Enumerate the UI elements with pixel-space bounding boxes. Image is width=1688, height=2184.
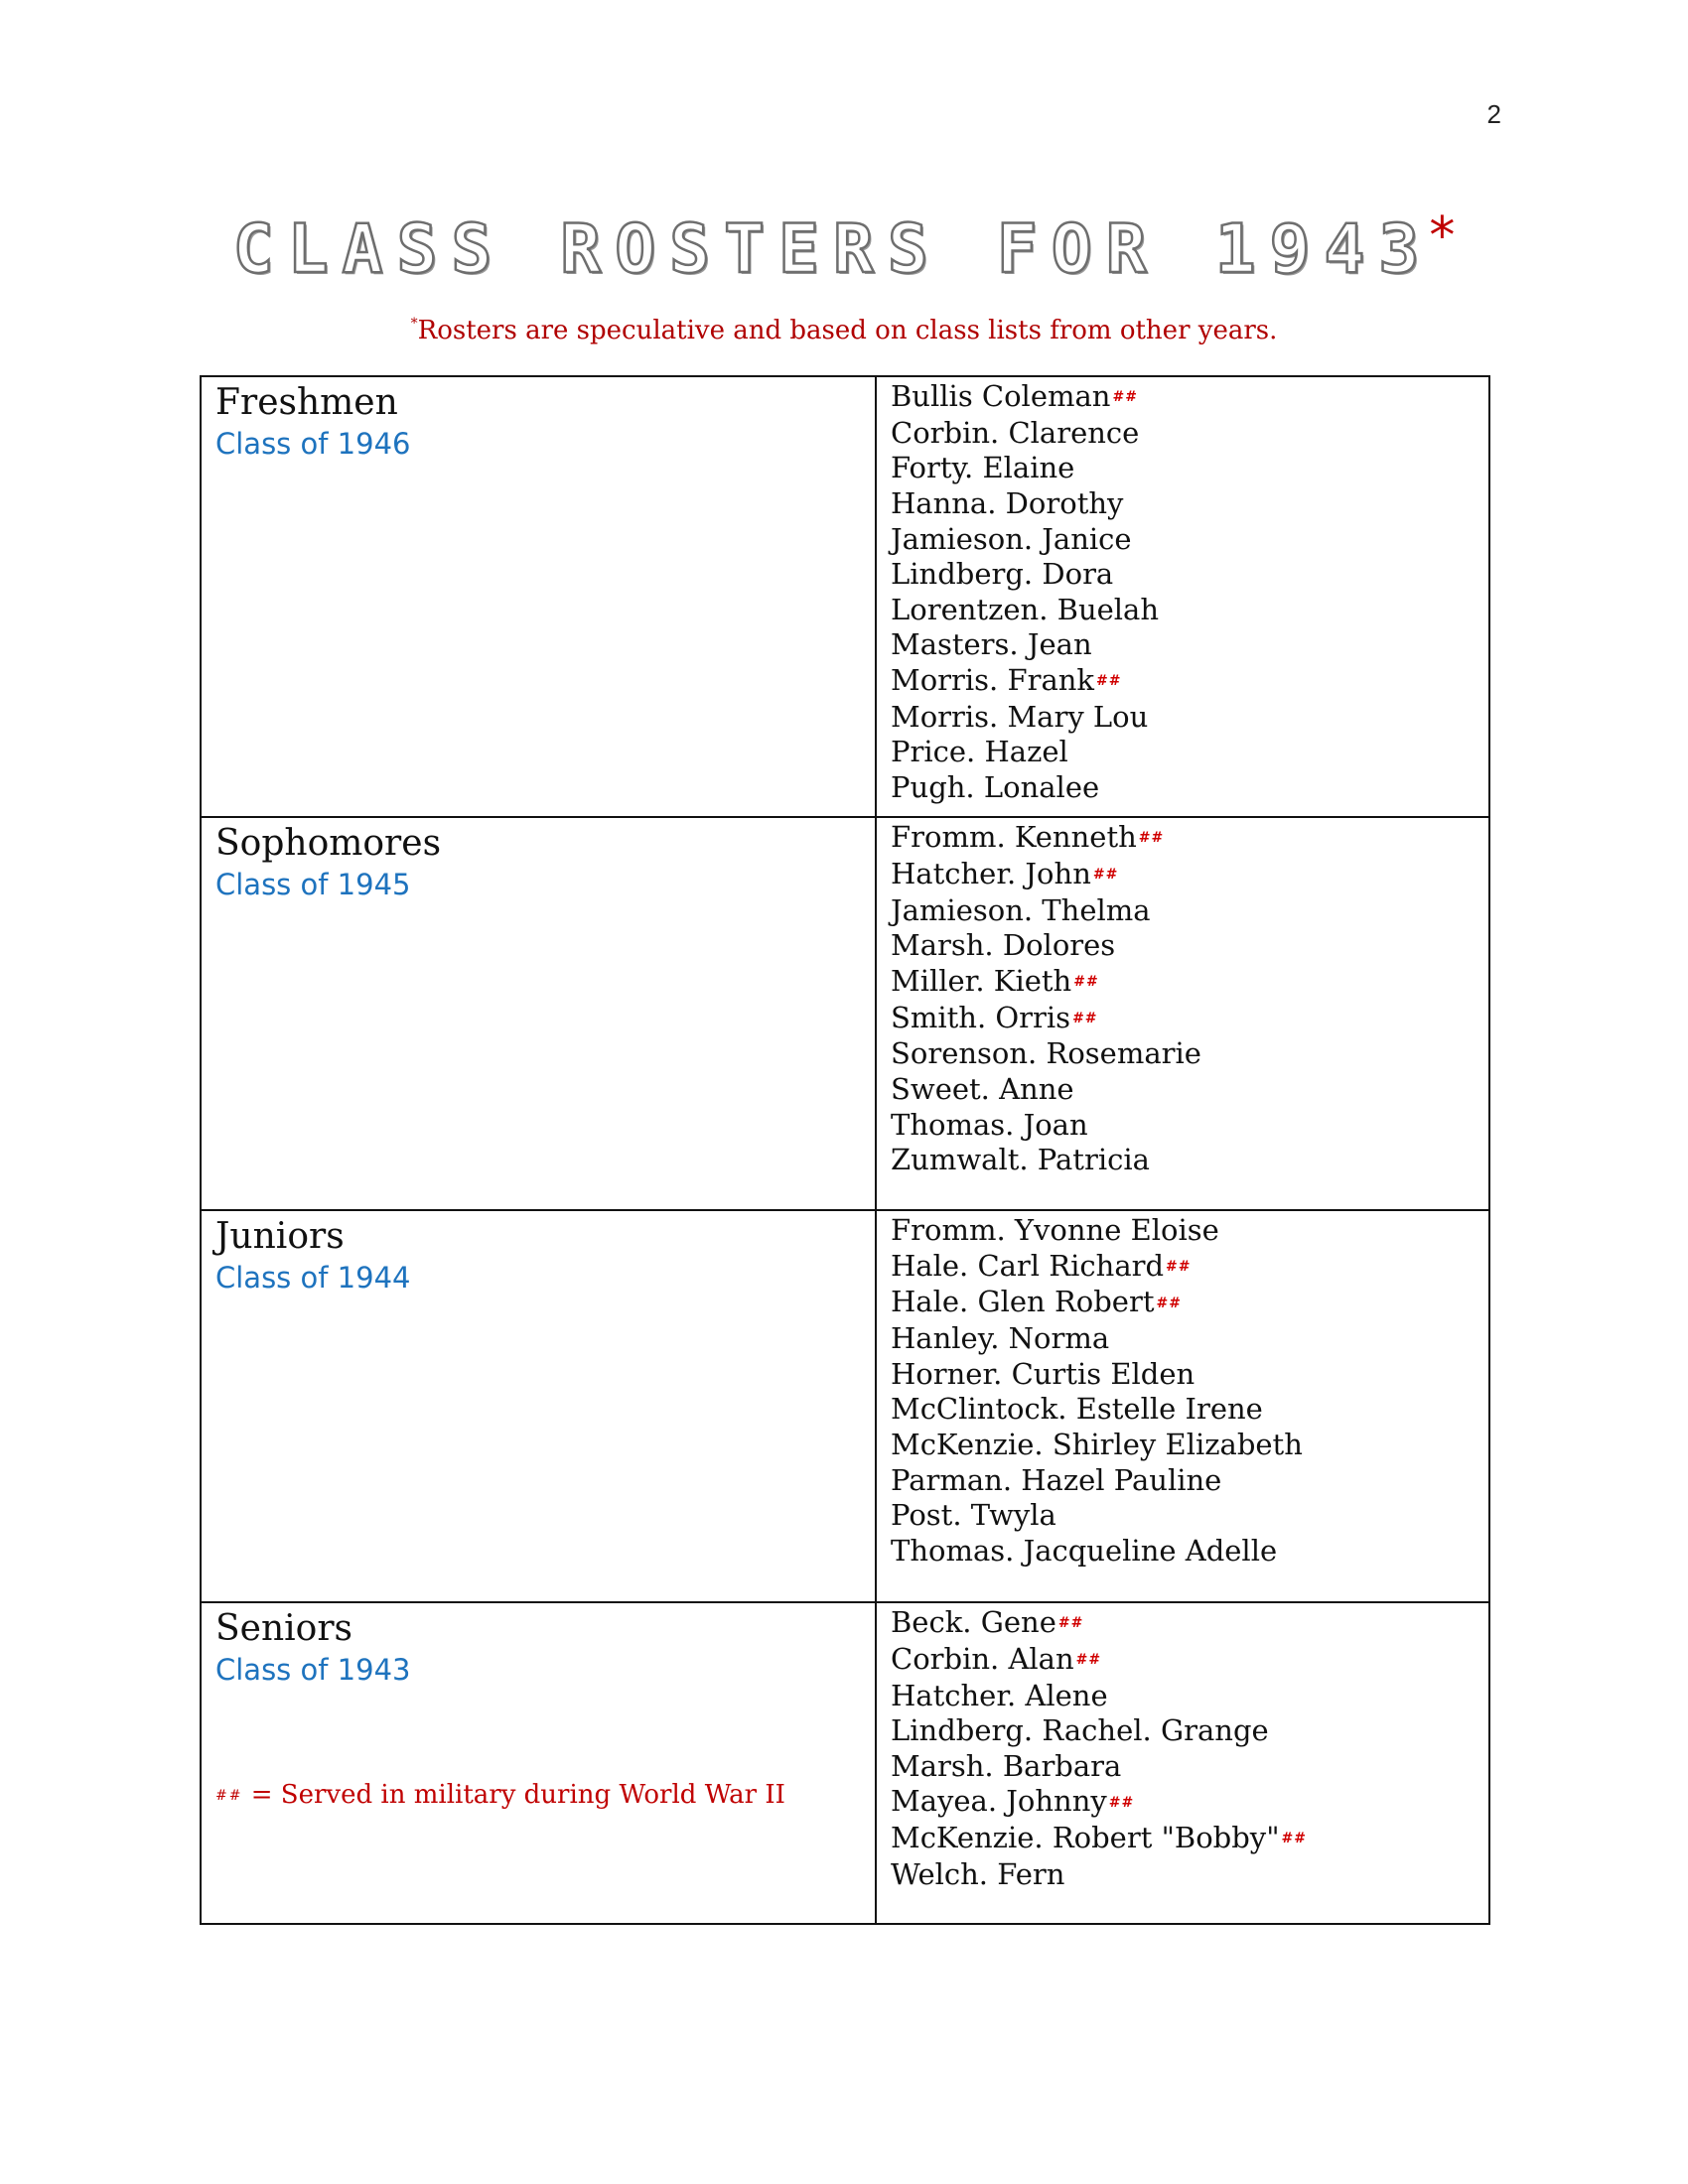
student-list-cell bbox=[876, 1602, 1489, 1924]
student-entry bbox=[891, 1249, 1475, 1286]
class-info-cell bbox=[201, 1602, 876, 1924]
class-info-cell bbox=[201, 1210, 876, 1602]
student-entry bbox=[891, 964, 1475, 1001]
military-legend bbox=[215, 1780, 861, 1810]
student-name: Pugh. Lonalee bbox=[891, 769, 1100, 804]
military-service-mark: ## bbox=[1075, 1652, 1102, 1668]
student-name: Horner. Curtis Elden bbox=[891, 1356, 1196, 1391]
student-entry bbox=[891, 593, 1475, 628]
student-name: Forty. Elaine bbox=[891, 451, 1075, 485]
student-list-cell bbox=[876, 376, 1489, 817]
student-entry bbox=[891, 770, 1475, 806]
student-entry bbox=[891, 1784, 1475, 1821]
student-entry bbox=[891, 557, 1475, 593]
student-name: Sorenson. Rosemarie bbox=[891, 1036, 1201, 1071]
student-entry bbox=[891, 379, 1475, 416]
student-name: McClintock. Estelle Irene bbox=[891, 1392, 1263, 1427]
student-list bbox=[891, 377, 1475, 806]
roster-table-body bbox=[201, 376, 1489, 1924]
student-name: Thomas. Joan bbox=[891, 1107, 1088, 1142]
military-service-mark: ## bbox=[1112, 389, 1138, 406]
class-name: Juniors bbox=[215, 1216, 345, 1257]
military-service-mark: ## bbox=[1096, 673, 1122, 690]
student-name: McKenzie. Robert "Bobby" bbox=[891, 1821, 1280, 1855]
student-name: Thomas. Jacqueline Adelle bbox=[891, 1533, 1278, 1568]
student-name: Sweet. Anne bbox=[891, 1071, 1074, 1106]
class-info-cell bbox=[201, 376, 876, 817]
student-entry bbox=[891, 1749, 1475, 1785]
student-entry bbox=[891, 1498, 1475, 1534]
student-name: Fromm. Yvonne Eloise bbox=[891, 1213, 1219, 1247]
student-entry bbox=[891, 1001, 1475, 1037]
student-list bbox=[891, 818, 1475, 1178]
class-name: Freshmen bbox=[215, 382, 398, 423]
military-service-mark: ## bbox=[1166, 1258, 1192, 1275]
student-name: Marsh. Dolores bbox=[891, 928, 1116, 963]
student-name: Smith. Orris bbox=[891, 1000, 1071, 1034]
roster-row bbox=[201, 1602, 1489, 1924]
student-entry bbox=[891, 1642, 1475, 1679]
student-entry bbox=[891, 522, 1475, 558]
student-name: Parman. Hazel Pauline bbox=[891, 1462, 1222, 1497]
student-name: Jamieson. Janice bbox=[891, 521, 1132, 556]
student-entry bbox=[891, 416, 1475, 452]
class-name: Sophomores bbox=[215, 823, 442, 864]
student-name: Jamieson. Thelma bbox=[891, 892, 1151, 927]
class-info-cell bbox=[201, 817, 876, 1210]
roster-table bbox=[200, 375, 1490, 1925]
class-year: Class of 1946 bbox=[215, 427, 411, 461]
student-name: Price. Hazel bbox=[891, 735, 1068, 769]
student-entry bbox=[891, 1143, 1475, 1178]
student-name: Marsh. Barbara bbox=[891, 1748, 1122, 1783]
student-entry bbox=[891, 857, 1475, 893]
student-name: Hanley. Norma bbox=[891, 1321, 1110, 1356]
student-name: Hatcher. John bbox=[891, 856, 1091, 890]
student-name: Zumwalt. Patricia bbox=[891, 1143, 1150, 1177]
student-entry bbox=[891, 700, 1475, 736]
student-name: Hanna. Dorothy bbox=[891, 485, 1124, 520]
page-title-block bbox=[0, 206, 1688, 289]
student-name: Lindberg. Rachel. Grange bbox=[891, 1713, 1269, 1748]
student-entry bbox=[891, 1392, 1475, 1428]
student-entry bbox=[891, 1679, 1475, 1714]
student-entry bbox=[891, 1072, 1475, 1108]
student-name: Corbin. Alan bbox=[891, 1641, 1074, 1676]
military-service-mark: ## bbox=[1092, 867, 1119, 883]
student-name: Welch. Fern bbox=[891, 1856, 1065, 1891]
student-name: Miller. Kieth bbox=[891, 963, 1072, 998]
student-entry bbox=[891, 1534, 1475, 1570]
student-name: Beck. Gene bbox=[891, 1605, 1056, 1639]
student-entry bbox=[891, 1821, 1475, 1857]
student-name: Hale. Glen Robert bbox=[891, 1285, 1155, 1319]
roster-row bbox=[201, 376, 1489, 817]
student-entry bbox=[891, 928, 1475, 964]
class-name: Seniors bbox=[215, 1608, 353, 1649]
subtitle-asterisk: * bbox=[410, 316, 418, 332]
legend-mark: ## bbox=[215, 1788, 243, 1804]
student-entry bbox=[891, 1713, 1475, 1749]
title-asterisk: * bbox=[1429, 206, 1456, 266]
roster-row bbox=[201, 1210, 1489, 1602]
page-title: CLASS ROSTERS FOR 1943 bbox=[232, 210, 1434, 289]
class-year: Class of 1944 bbox=[215, 1261, 411, 1295]
page-subtitle-block bbox=[0, 316, 1688, 345]
class-year: Class of 1943 bbox=[215, 1653, 411, 1687]
student-name: Hatcher. Alene bbox=[891, 1678, 1108, 1712]
roster-row bbox=[201, 817, 1489, 1210]
student-name: Lindberg. Dora bbox=[891, 557, 1114, 592]
student-entry bbox=[891, 1357, 1475, 1393]
student-entry bbox=[891, 820, 1475, 857]
military-service-mark: ## bbox=[1072, 1010, 1098, 1026]
student-entry bbox=[891, 1463, 1475, 1499]
student-name: Mayea. Johnny bbox=[891, 1784, 1107, 1819]
student-entry bbox=[891, 1857, 1475, 1893]
student-name: Fromm. Kenneth bbox=[891, 820, 1137, 854]
student-list bbox=[891, 1603, 1475, 1893]
student-entry bbox=[891, 1285, 1475, 1321]
student-name: Hale. Carl Richard bbox=[891, 1248, 1165, 1283]
student-entry bbox=[891, 1108, 1475, 1144]
student-name: Corbin. Clarence bbox=[891, 415, 1140, 450]
student-entry bbox=[891, 1605, 1475, 1642]
student-entry bbox=[891, 486, 1475, 522]
military-service-mark: ## bbox=[1281, 1831, 1307, 1847]
student-entry bbox=[891, 735, 1475, 770]
legend-text: = Served in military during World War II bbox=[250, 1780, 785, 1810]
student-name: Morris. Mary Lou bbox=[891, 699, 1149, 734]
student-name: Morris. Frank bbox=[891, 662, 1094, 697]
student-name: Masters. Jean bbox=[891, 627, 1092, 662]
student-name: McKenzie. Shirley Elizabeth bbox=[891, 1427, 1303, 1461]
student-list bbox=[891, 1211, 1475, 1569]
student-entry bbox=[891, 1428, 1475, 1463]
student-entry bbox=[891, 663, 1475, 700]
student-entry bbox=[891, 1213, 1475, 1249]
page-subtitle: Rosters are speculative and based on class lists from other years. bbox=[417, 316, 1278, 345]
student-list-cell bbox=[876, 817, 1489, 1210]
military-service-mark: ## bbox=[1073, 973, 1099, 990]
class-year: Class of 1945 bbox=[215, 868, 411, 901]
student-entry bbox=[891, 627, 1475, 663]
student-list-cell bbox=[876, 1210, 1489, 1602]
student-name: Post. Twyla bbox=[891, 1498, 1056, 1533]
page-number: 2 bbox=[1486, 99, 1501, 129]
military-service-mark: ## bbox=[1108, 1794, 1135, 1811]
military-service-mark: ## bbox=[1138, 830, 1165, 847]
student-name: Bullis Coleman bbox=[891, 379, 1111, 413]
student-entry bbox=[891, 451, 1475, 486]
student-entry bbox=[891, 1321, 1475, 1357]
student-name: Lorentzen. Buelah bbox=[891, 592, 1160, 626]
student-entry bbox=[891, 893, 1475, 929]
military-service-mark: ## bbox=[1156, 1295, 1182, 1311]
student-entry bbox=[891, 1036, 1475, 1072]
military-service-mark: ## bbox=[1057, 1615, 1084, 1632]
